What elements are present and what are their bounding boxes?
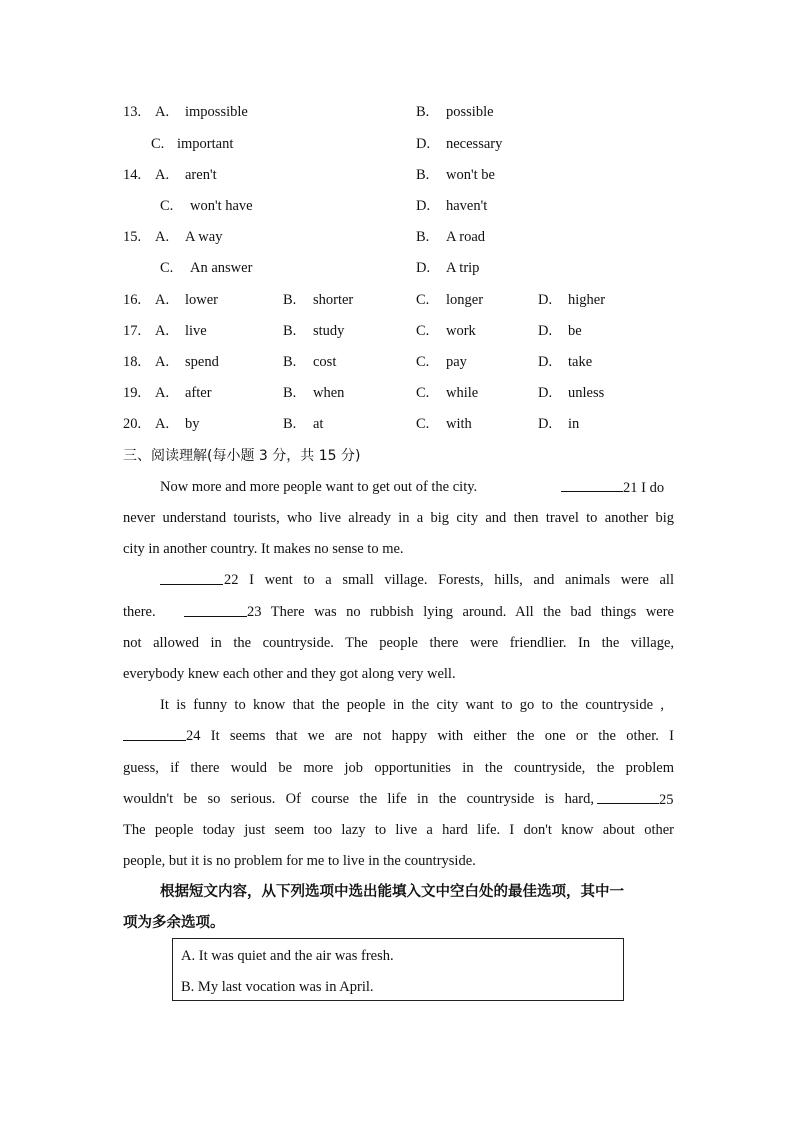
option-text: work [446,323,476,339]
passage-text: 25 [659,792,674,808]
passage-line: The people today just seem too lazy to live a hard life. I don't know about other [123,822,674,838]
passage-line: city in another country. It makes no sense to me. [123,541,404,557]
option-letter: C. [416,292,430,308]
option-text: A road [446,229,486,245]
option-text: shorter [313,292,354,308]
question-option [416,227,485,247]
option-text: possible [446,104,494,120]
option-letter: D. [416,136,431,152]
option-letter: B. [416,167,430,183]
question-number: 13. [123,104,142,120]
option-text: won't have [190,198,253,214]
option-letter: B. [283,416,297,432]
question-option [155,321,207,341]
instruction-line: 根据短文内容，从下列选项中选出能填入文中空白处的最佳选项，其中一 [160,884,624,900]
option-text: with [446,416,472,432]
question-option [283,321,344,341]
passage-text: 22 I went to a small village. Forests, hills, and animals were all [224,572,674,588]
option-letter: B. [283,385,297,401]
question-option [283,352,336,372]
option-text: longer [446,292,484,308]
option-text: pay [446,354,467,370]
question-option [416,352,467,372]
question-option [416,290,483,310]
question-option [416,102,494,122]
section-title: 三、阅读理解(每小题 3 分，共 15 分) [123,448,361,464]
option-text: after [185,385,212,401]
option-letter: A. [181,948,196,964]
passage-text: wouldn't be so serious. Of course the life in the countryside is hard, [123,791,594,807]
option-text: take [568,354,593,370]
question-number: 16. [123,292,142,308]
question-number: 14. [123,167,142,183]
option-text: be [568,323,582,339]
instruction-line: 项为多余选项。 [123,915,225,931]
question-option [416,414,472,434]
blank-25 [597,789,674,810]
option-letter: D. [416,198,431,214]
option-text: while [446,385,479,401]
option-letter: A. [155,167,170,183]
option-letter: C. [416,354,430,370]
option-letter: A. [155,323,170,339]
question-option [160,196,253,216]
passage-text: there. [123,604,156,620]
option-text: by [185,416,200,432]
question-option [155,352,219,372]
option-text: live [185,323,207,339]
option-letter: A. [155,354,170,370]
question-option [283,414,323,434]
option-letter: B. [283,354,297,370]
question-option [538,321,582,341]
option-letter: A. [155,416,170,432]
question-option [160,258,252,278]
option-text: necessary [446,136,503,152]
option-text: when [313,385,345,401]
passage-text: 21 I do [623,480,665,496]
question-option [416,321,476,341]
question-option [283,290,353,310]
question-number: 20. [123,416,142,432]
option-letter: A. [155,229,170,245]
option-text: cost [313,354,337,370]
option-letter: C. [160,260,174,276]
option-text: lower [185,292,219,308]
option-letter: C. [416,416,430,432]
option-letter: D. [416,260,431,276]
option-letter: B. [416,104,430,120]
question-number: 17. [123,323,142,339]
question-option [416,258,479,278]
option-letter: B. [283,292,297,308]
option-text: important [177,136,234,152]
option-text: It was quiet and the air was fresh. [198,948,394,964]
passage-text: 24 It seems that we are not happy with either the one or the other. I [186,728,674,744]
option-letter: C. [160,198,174,214]
passage-line: people, but it is no problem for me to live in the countryside. [123,853,476,869]
option-text: aren't [185,167,217,183]
question-option [538,383,604,403]
question-option [538,290,605,310]
option-text: A way [185,229,223,245]
answer-options-box [172,938,624,1001]
passage-line: not allowed in the countryside. The people there were friendlier. In the village, [123,635,674,651]
option-letter: A. [155,385,170,401]
option-letter: A. [155,292,170,308]
question-option [155,383,212,403]
option-text: unless [568,385,605,401]
option-letter: D. [538,354,553,370]
question-number: 18. [123,354,142,370]
option-text: spend [185,354,219,370]
passage-text: 23 There was no rubbish lying around. All the bad things were [247,604,674,620]
question-option [155,290,218,310]
question-option [538,352,592,372]
question-option [416,196,487,216]
question-option [155,102,248,122]
question-option [155,227,222,247]
option-text: won't be [446,167,495,183]
passage-text: Now more and more people want to get out of the city. [160,479,478,495]
option-text: in [568,416,580,432]
question-option [416,134,502,154]
option-letter: C. [151,136,165,152]
blank-23 [184,602,247,623]
option-letter: D. [538,292,553,308]
option-letter: C. [416,385,430,401]
option-letter: B. [181,979,195,995]
option-letter: C. [416,323,430,339]
blank-24 [123,726,186,747]
question-option [538,414,579,434]
question-number: 15. [123,229,142,245]
question-option [416,165,495,185]
passage-line: everybody knew each other and they got along very well. [123,666,456,682]
option-text: A trip [446,260,480,276]
passage-line: It is funny to know that the people in the city want to go to the countryside , [160,697,664,713]
option-text: at [313,416,324,432]
option-text: My last vocation was in April. [197,979,374,995]
blank-21 [561,477,664,498]
question-option [283,383,344,403]
option-letter: D. [538,323,553,339]
option-text: haven't [446,198,488,214]
option-letter: D. [538,385,553,401]
passage-line: guess, if there would be more job opportunities in the countryside, the problem [123,760,674,776]
blank-22 [160,570,223,591]
option-letter: B. [416,229,430,245]
option-letter: D. [538,416,553,432]
question-option [155,165,217,185]
passage-line: never understand tourists, who live already in a big city and then travel to another big [123,510,674,526]
option-text: An answer [190,260,253,276]
question-option [151,134,233,154]
option-text: impossible [185,104,248,120]
option-letter: B. [283,323,297,339]
question-option [155,414,200,434]
option-letter: A. [155,104,170,120]
option-text: study [313,323,345,339]
answer-option [181,977,374,997]
option-text: higher [568,292,606,308]
question-option [416,383,478,403]
question-number: 19. [123,385,142,401]
answer-option [181,946,394,966]
